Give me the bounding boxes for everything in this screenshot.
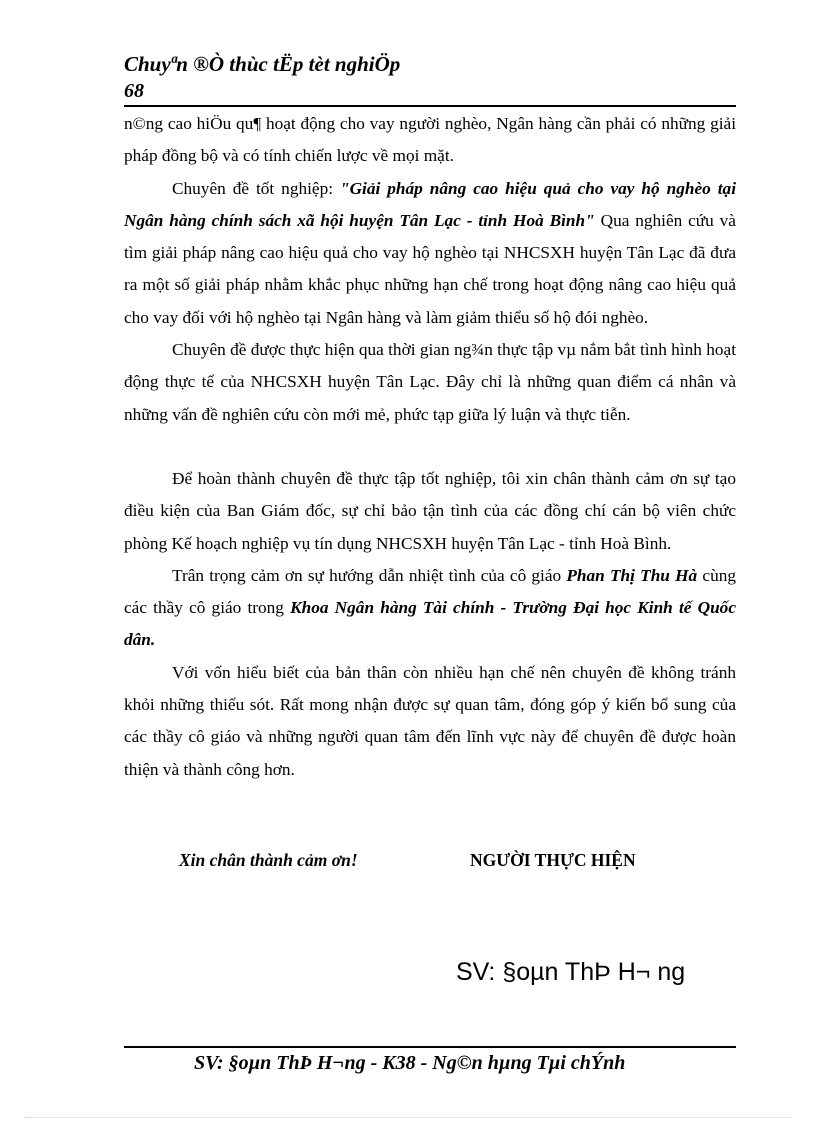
teacher-name: Phan Thị Thu Hà	[566, 565, 698, 585]
signature-name: SV: §oµn ThÞ H¬ ng	[456, 958, 686, 986]
header-title: Chuyªn ®Ò thùc tËp tèt nghiÖp	[124, 52, 401, 76]
paragraph-acknowledgement: Để hoàn thành chuyên đề thực tập tốt nghiệp, tôi xin chân thành cảm ơn sự tạo điều kiện của Ban Giám đốc, sự chỉ bảo tận tình của các đồng chí cán bộ viên chức phòng Kế hoạch nghiệp vụ tín dụng NHCSXH huyện Tân Lạc - tỉnh Hoà Bình.	[124, 468, 736, 553]
footer-text: SV: §oµn ThÞ H¬ng - K38 - Ng©n hµng Tµi chÝnh	[194, 1052, 626, 1074]
paragraph-thanks-teacher	[124, 560, 736, 657]
closing-thanks: Xin chân thành cảm ơn!	[179, 850, 358, 870]
paragraph-gap	[124, 431, 736, 463]
page-number: 68	[124, 80, 144, 102]
faculty-name: Khoa Ngân hàng Tài chính - Trường Đại học Kinh tế Quốc dân.	[124, 598, 736, 650]
topic-title: "Giải pháp nâng cao hiệu quả cho vay hộ nghèo tại Ngân hàng chính sách xã hội huyện Tân Lạc - tỉnh Hoà Bình"	[124, 178, 736, 230]
signer-label: NGƯỜI THỰC HIỆN	[470, 850, 636, 870]
paragraph-closing: Với vốn hiểu biết của bản thân còn nhiều hạn chế nên chuyên đề không tránh khỏi những thiếu sót. Rất mong nhận được sự quan tâm, đóng góp ý kiến bổ sung của các thầy cô giáo và những người quan tâm đến lĩnh vực này để chuyên đề được hoàn thiện và thành công hơn.	[124, 662, 736, 779]
thanks-middle: cùng các thầy cô giáo trong	[124, 565, 736, 618]
topic-prefix: Chuyên đề tốt nghiệp:	[172, 178, 340, 198]
paragraph-scope: Chuyên đề được thực hiện qua thời gian ng¾n thực tập vµ nắm bắt tình hình hoạt động thực tế của NHCSXH huyện Tân Lạc. Đây chỉ là những quan điểm cá nhân và những vấn đề nghiên cứu còn mới mẻ, phức tạp giữa lý luận và thực tiễn.	[124, 340, 736, 424]
topic-description: Qua nghiên cứu và tìm giải pháp nâng cao hiệu quả cho vay hộ nghèo tại NHCSXH huyện Tân Lạc đã đưa ra một số giải pháp nhằm khắc phục những hạn chế trong hoạt động nâng cao hiệu quả cho vay đối với hộ nghèo tại Ngân hàng và làm giảm thiểu số hộ đói nghèo.	[124, 210, 736, 327]
footer-divider	[124, 1046, 736, 1048]
thanks-prefix: Trân trọng cảm ơn sự hướng dẫn nhiệt tình của cô giáo	[172, 565, 567, 585]
document-body	[124, 108, 736, 786]
paragraph-topic	[124, 173, 736, 334]
page-bottom-dotted-line	[24, 1117, 792, 1118]
paragraph-intro: n©ng cao hiÖu qu¶ hoạt động cho vay người nghèo, Ngân hàng cần phải có những giải pháp đồng bộ và có tính chiến lược về mọi mặt.	[124, 114, 736, 166]
header-divider	[124, 105, 736, 107]
